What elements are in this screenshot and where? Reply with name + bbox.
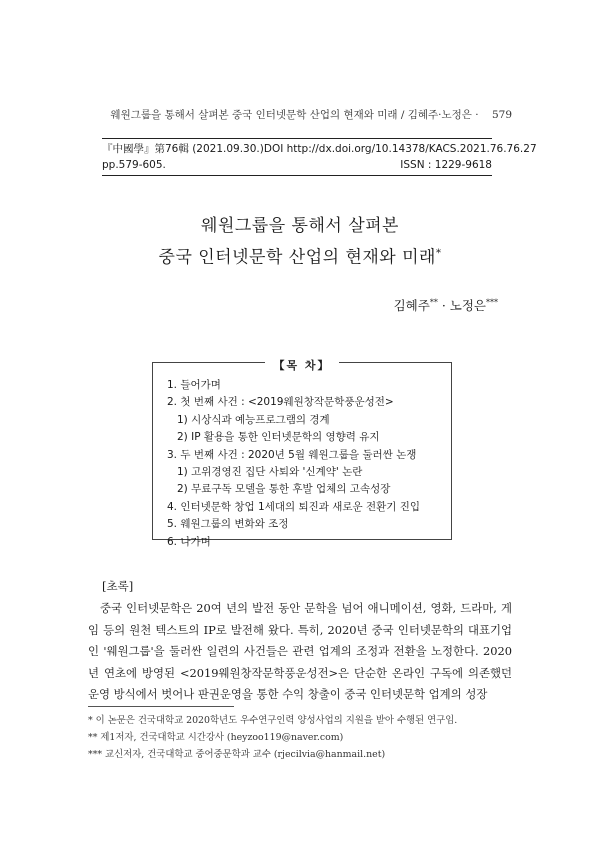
toc-heading: 【목 차】 xyxy=(265,359,338,372)
journal-meta-box xyxy=(102,138,537,176)
title-footnote-mark: * xyxy=(435,248,442,259)
toc-item: 6. 나가며 xyxy=(167,535,211,548)
page-range: pp.579-605. xyxy=(102,159,166,171)
running-header xyxy=(88,107,512,122)
toc-item: 1. 들어가며 xyxy=(167,379,221,391)
footnote-divider xyxy=(88,706,234,707)
authors xyxy=(394,296,498,314)
footnote-first-author: ** 제1저자, 건국대학교 시간강사 (heyzoo119@naver.com) xyxy=(88,732,344,743)
toc-list xyxy=(167,377,443,551)
toc-item: 4. 인터넷문학 창업 1세대의 퇴진과 새로운 전환기 진입 xyxy=(167,500,421,513)
doi-link[interactable]: DOI http://dx.doi.org/10.14378/KACS.2021.76.76.27 xyxy=(263,143,537,155)
abstract-paragraph: 중국 인터넷문학은 20여 년의 발전 동안 문학을 넘어 애니메이션, 영화, 드라마, 게임 등의 원천 텍스트의 IP로 발전해 왔다. 특히, 2020년 중국 인터넷문학의 대표기업인 '웨원그룹'을 둘러싼 일련의 사건들은 관련 업계의 조정과 전환을 노정한다. 2020년 연초에 방영된 <2019웨원창작문학풍운성전>은 단순한 온라인 구독에 의존했던 운영 방식에서 벗어나 판권운영을 통한 수익 창출이 중국 인터넷문학 업계의 성장 xyxy=(88,601,512,702)
running-header-separator: · xyxy=(475,109,479,121)
author-2-mark: *** xyxy=(486,297,498,307)
title-line-2-text: 중국 인터넷문학 산업의 현재와 미래 xyxy=(158,247,436,268)
toc-item: 3. 두 번째 사건 : 2020년 5월 웨원그룹을 둘러싼 논쟁 xyxy=(167,448,417,461)
toc-heading-wrap xyxy=(153,354,451,373)
abstract-label: [초록] xyxy=(102,579,134,593)
title-line-2 xyxy=(0,240,600,272)
meta-row-1 xyxy=(102,141,537,157)
author-separator: · xyxy=(437,298,450,313)
toc-subitem: 1) 고위경영진 집단 사퇴와 '신계약' 논란 xyxy=(177,466,363,479)
toc-item: 5. 웨원그룹의 변화와 조정 xyxy=(167,518,289,531)
paper-title xyxy=(0,213,600,272)
issn: ISSN : 1229-9618 xyxy=(400,159,492,171)
toc-item: 2. 첫 번째 사건 : <2019웨원창작문학풍운성전> xyxy=(167,396,394,409)
footnote-funding: * 이 논문은 건국대학교 2020학년도 우수연구인력 양성사업의 지원을 받아 수행된 연구임. xyxy=(88,715,458,726)
author-1-mark: ** xyxy=(429,297,438,307)
toc-subitem: 2) 무료구독 모델을 통한 후발 업체의 고속성장 xyxy=(177,483,391,496)
toc-subitem: 1) 시상식과 예능프로그램의 경계 xyxy=(177,413,330,426)
author-2: 노정은 xyxy=(449,298,486,313)
footnote-corresponding-author: *** 교신저자, 건국대학교 중어중문학과 교수 (rjecilvia@hanmail.net) xyxy=(88,749,386,760)
page-number: 579 xyxy=(491,109,512,121)
table-of-contents xyxy=(152,359,452,548)
title-line-1: 웨원그룹을 통해서 살펴본 xyxy=(201,216,399,236)
toc-subitem: 2) IP 활용을 통한 인터넷문학의 영향력 유지 xyxy=(177,431,380,444)
abstract-body xyxy=(88,598,512,706)
journal-info: 『中國學』第76輯 (2021.09.30.) xyxy=(102,143,264,155)
meta-row-2 xyxy=(102,157,492,173)
running-header-text: 웨원그룹을 통해서 살펴본 중국 인터넷문학 산업의 현재와 미래 / 김혜주·노정은 xyxy=(110,109,472,121)
footnotes xyxy=(88,712,518,763)
author-1: 김혜주 xyxy=(393,298,430,313)
